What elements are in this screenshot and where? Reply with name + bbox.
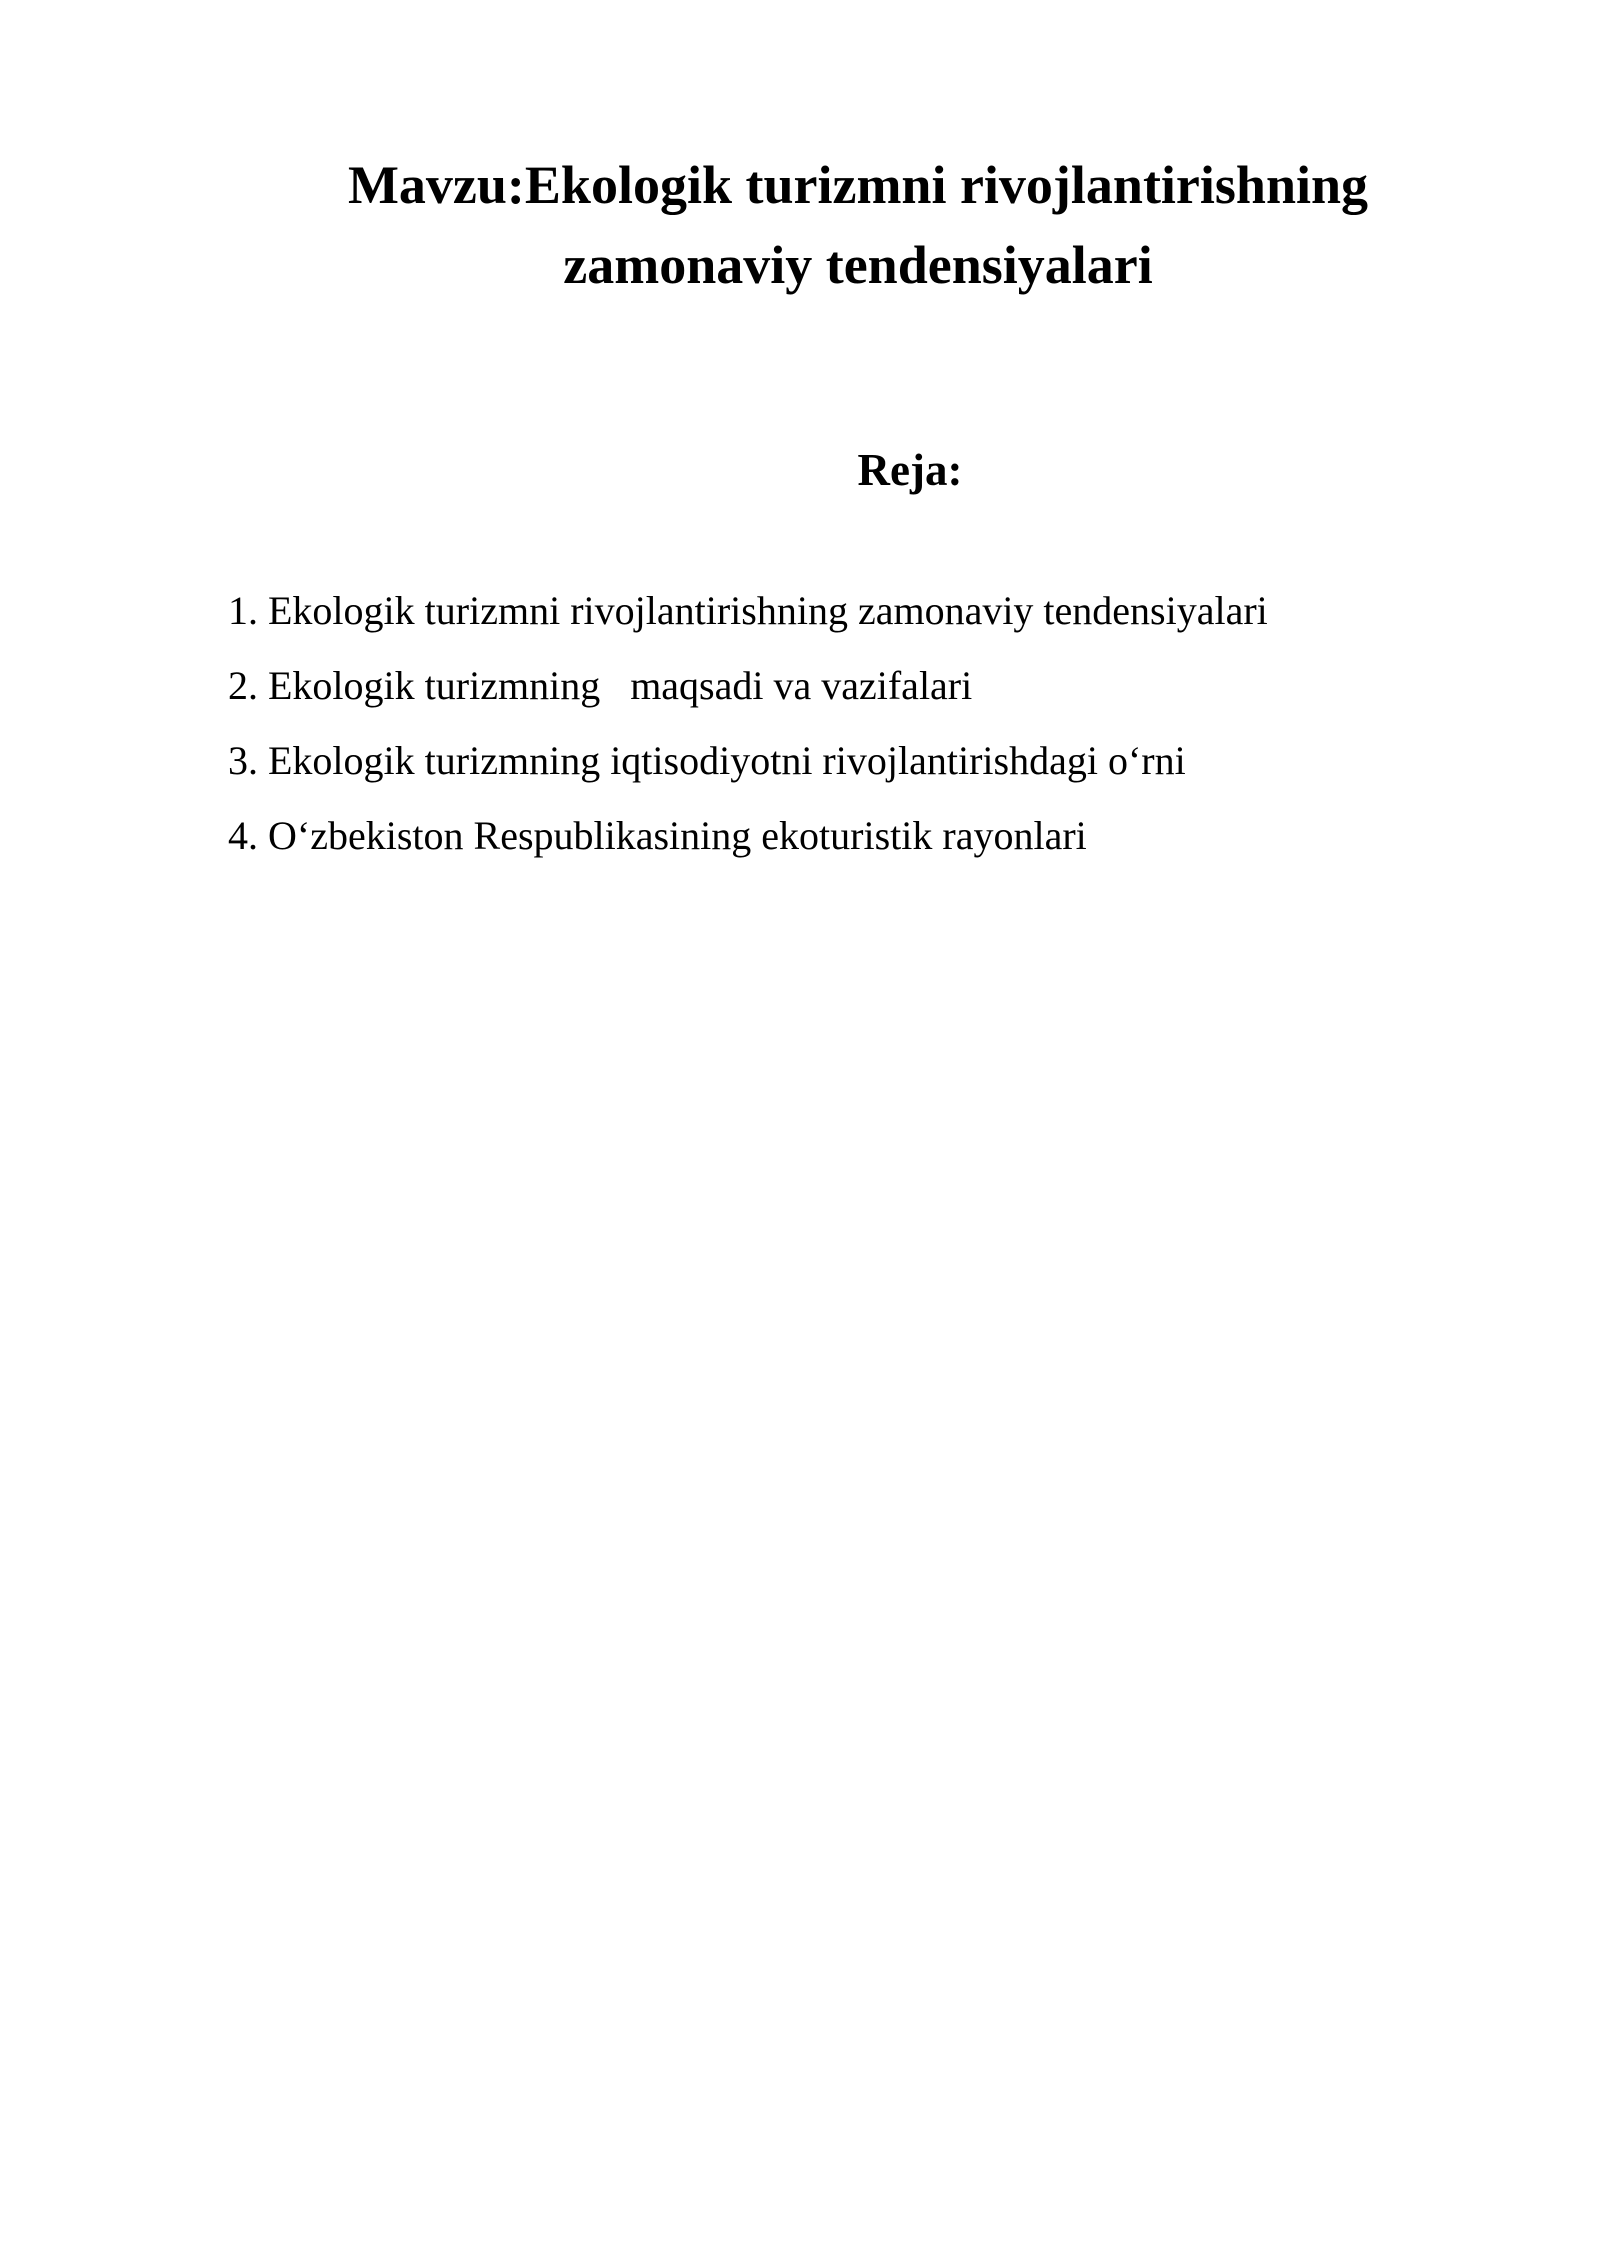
- title-line-1: Mavzu:Ekologik turizmni rivojlantirishning: [347, 155, 1369, 215]
- plan-item: 4. O‘zbekiston Respublikasining ekoturistik rayonlari: [228, 813, 1087, 858]
- plan-list: [228, 580, 1488, 880]
- plan-heading: Reja:: [857, 445, 963, 495]
- plan-item: 2. Ekologik turizmning maqsadi va vazifalari: [228, 663, 973, 708]
- plan-item: 1. Ekologik turizmni rivojlantirishning zamonaviy tendensiyalari: [228, 588, 1268, 633]
- plan-item: 3. Ekologik turizmning iqtisodiyotni rivojlantirishdagi o‘rni: [228, 738, 1186, 783]
- page-title: [228, 145, 1488, 305]
- title-line-2: zamonaviy tendensiyalari: [563, 235, 1153, 295]
